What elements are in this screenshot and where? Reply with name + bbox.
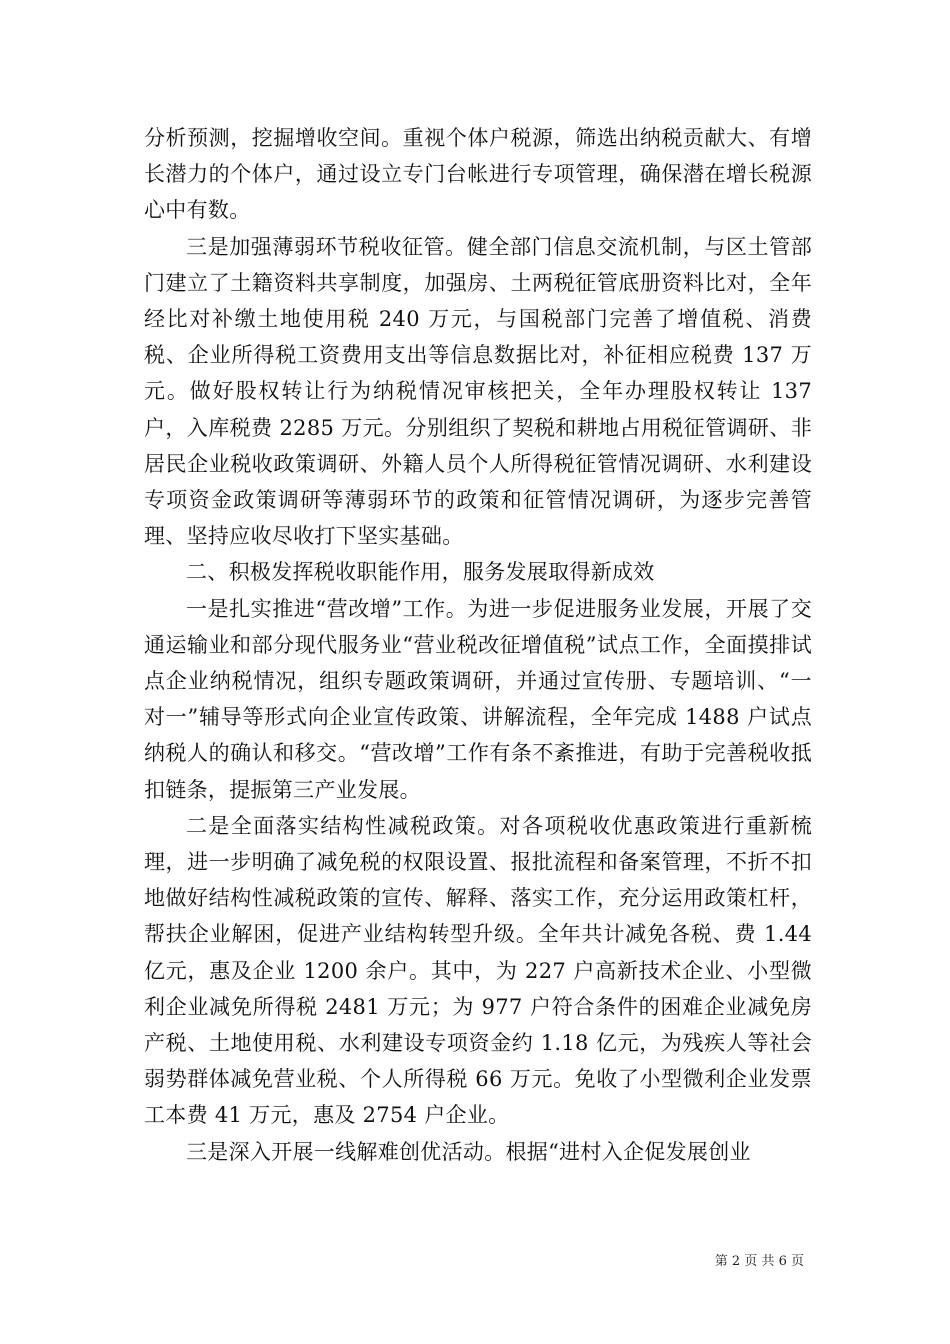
paragraph-vat-reform: 一是扎实推进“营改增”工作。为进一步促进服务业发展，开展了交通运输业和部分现代服务业“营业税改征增值税”试点工作，全面摸排试点企业纳税情况，组织专题政策调研，并通过宣传册、专题培训、“一对一”辅导等形式向企业宣传政策、讲解流程，全年完成 1488 户试点纳税人的确认和移交。“营改增”工作有条不紊推进，有助于完善税收抵扣链条，提振第三产业发展。 xyxy=(144,596,812,802)
paragraph-tax-source-analysis: 分析预测，挖掘增收空间。重视个体户税源，筛选出纳税贡献大、有增长潜力的个体户，通过设立专门台帐进行专项管理，确保潜在增长税源心中有数。 xyxy=(144,126,812,223)
paragraph-frontline-activity: 三是深入开展一线解难创优活动。根据“进村入企促发展创业 xyxy=(186,1139,751,1164)
page-number-footer: 第 2 页 共 6 页 xyxy=(714,1254,804,1269)
paragraph-weak-links-collection: 三是加强薄弱环节税收征管。健全部门信息交流机制，与区土管部门建立了土籍资料共享制度，加强房、土两税征管底册资料比对，全年经比对补缴土地使用税 240 万元，与国税部门完善了增值税、消费税、企业所得税工资费用支出等信息数据比对，补征相应税费 137 万元。做好股权转让行为纳税情况审核把关，全年办理股权转让 137 户，入库税费 2285 万元。分别组织了契税和耕地占用税征管调研、非居民企业税收政策调研、外籍人员个人所得税征管情况调研、水利建设专项资金政策调研等薄弱环节的政策和征管情况调研，为逐步完善管理、坚持应收尽收打下坚实基础。 xyxy=(144,234,812,549)
paragraph-structural-tax-cut: 二是全面落实结构性减税政策。对各项税收优惠政策进行重新梳理，进一步明确了减免税的权限设置、报批流程和备案管理，不折不扣地做好结构性减税政策的宣传、解释、落实工作，充分运用政策杠杆，帮扶企业解困，促进产业结构转型升级。全年共计减免各税、费 1.44 亿元，惠及企业 1200 余户。其中，为 227 户高新技术企业、小型微利企业减免所得税 2481 万元；为 977 户符合条件的困难企业减免房产税、土地使用税、水利建设专项资金约 1.18 亿元，为残疾人等社会弱势群体减免营业税、个人所得税 66 万元。免收了小型微利企业发票工本费 41 万元，惠及 2754 户企业。 xyxy=(144,813,812,1128)
document-body xyxy=(144,120,812,1170)
section-heading-tax-function: 二、积极发挥税收职能作用，服务发展取得新成效 xyxy=(186,560,655,585)
